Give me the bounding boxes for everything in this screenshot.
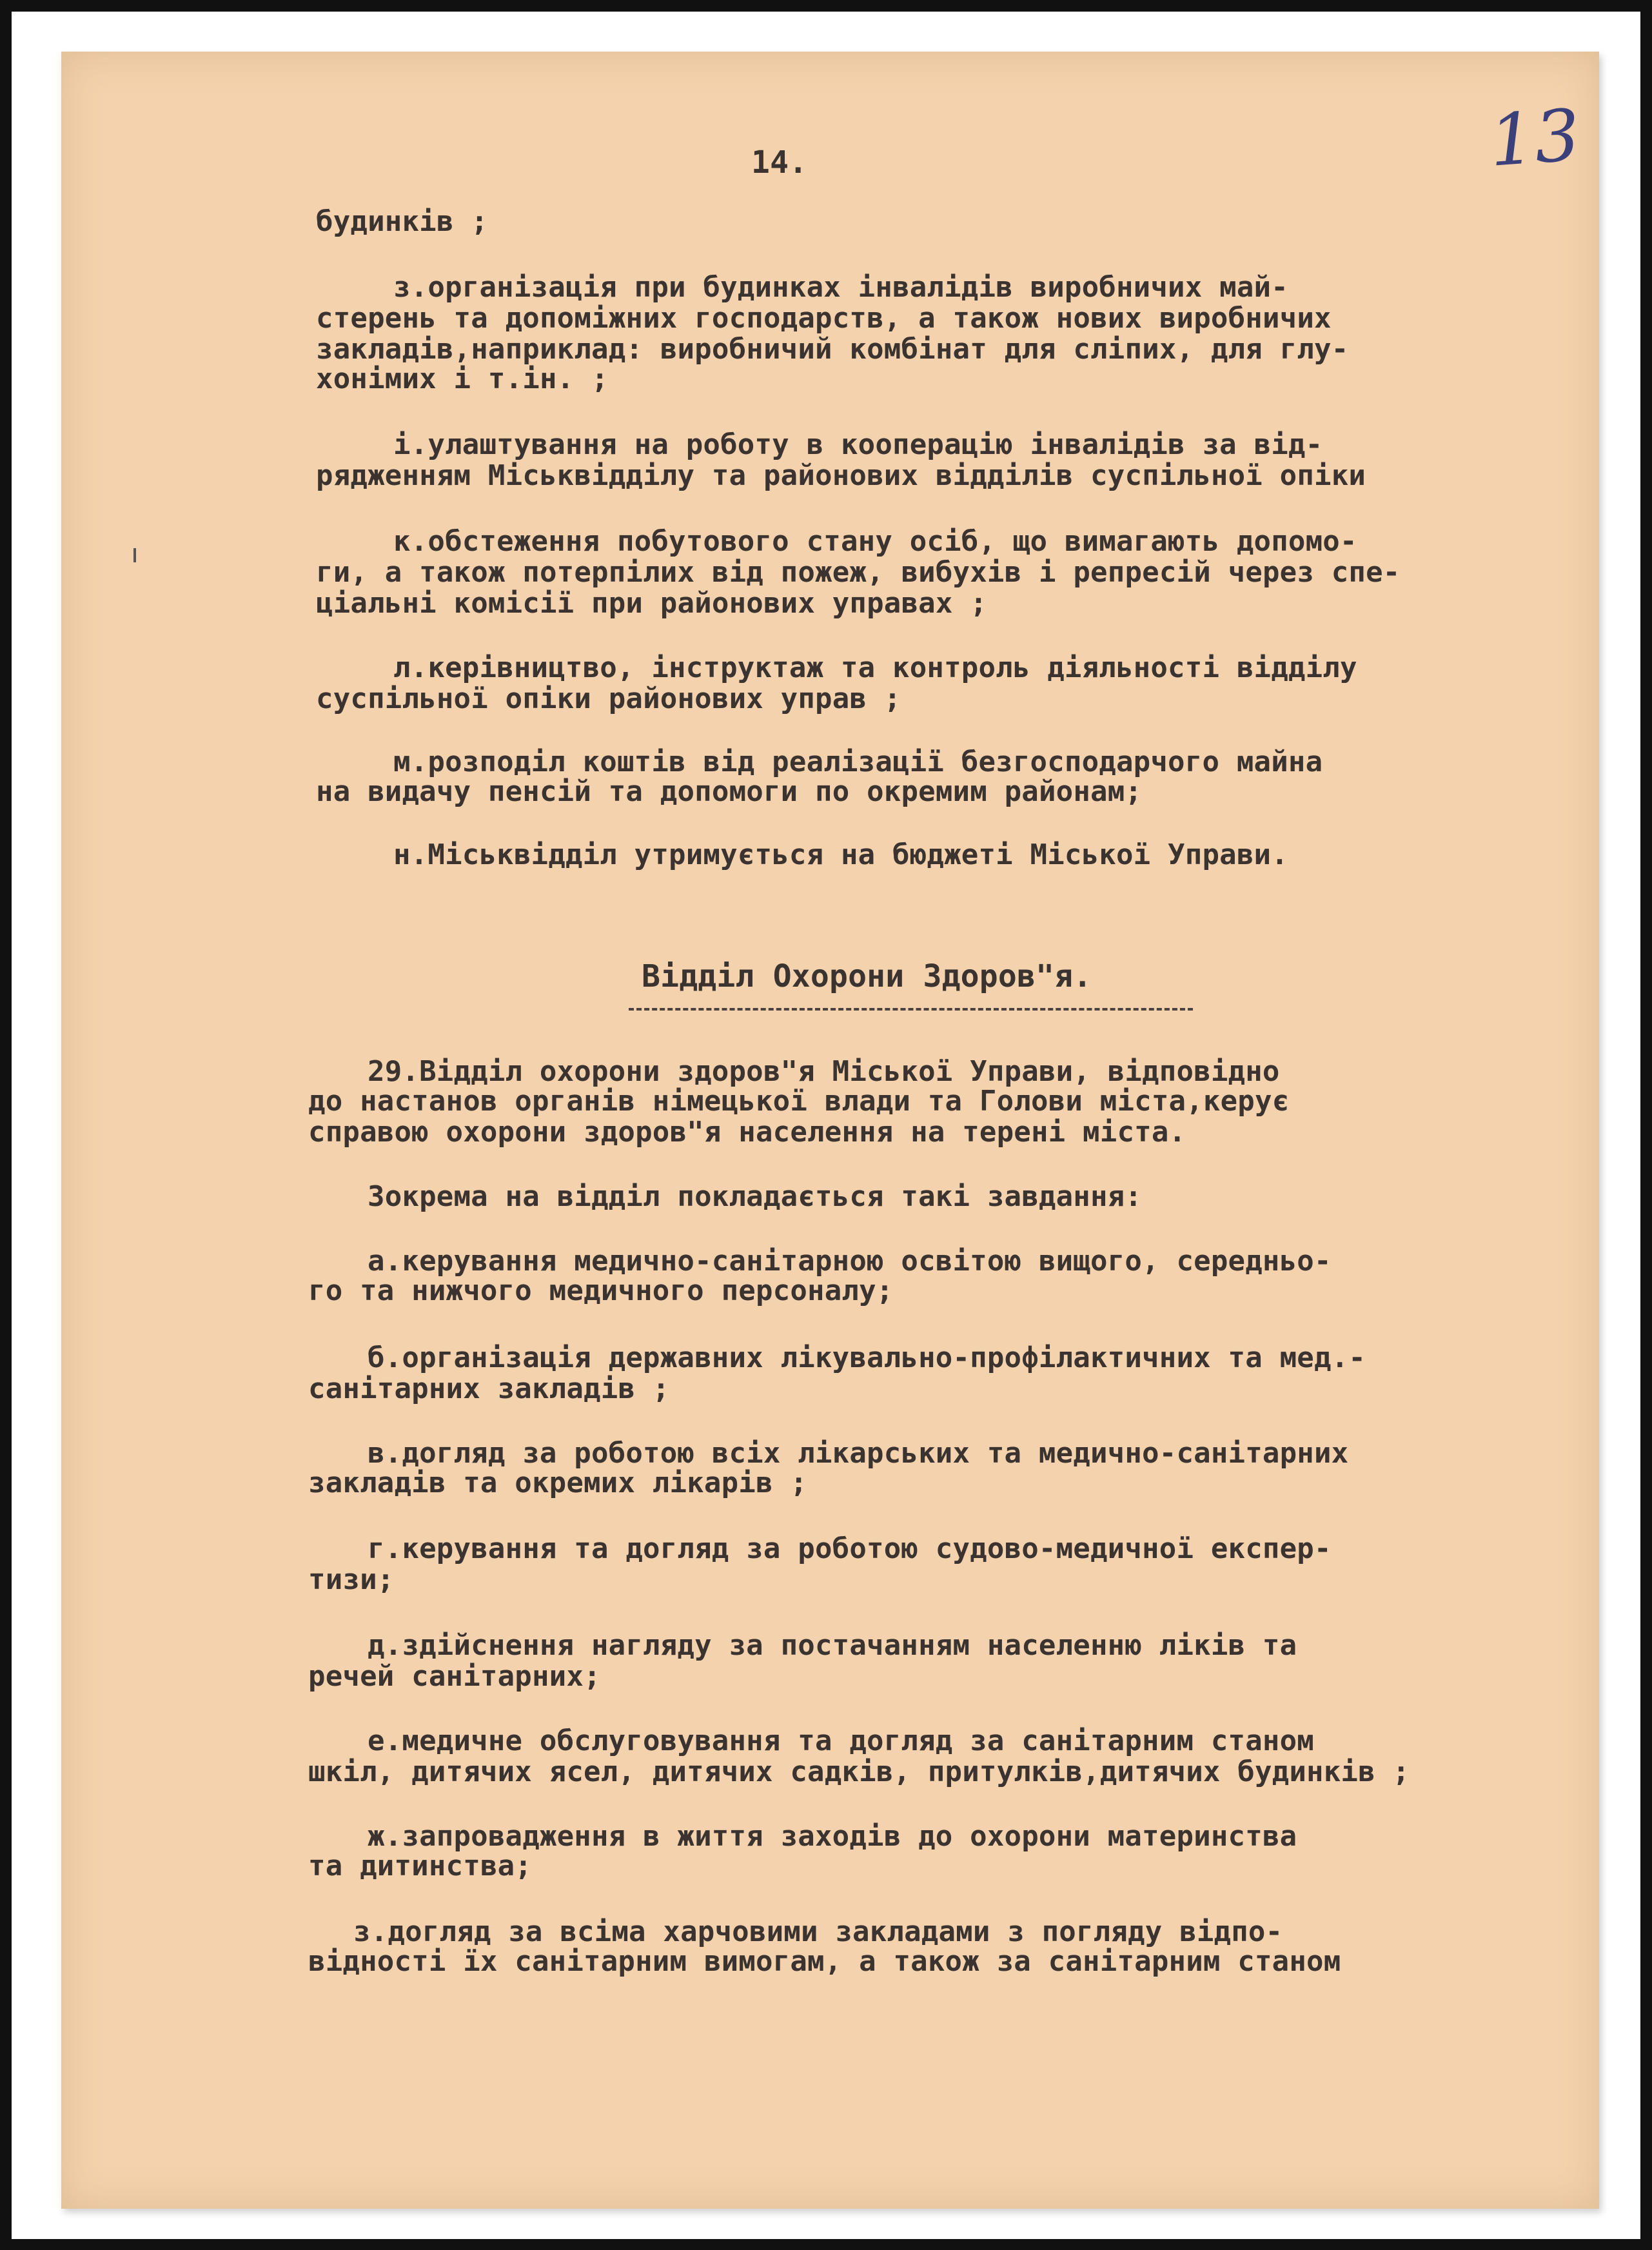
text-line: б.організація державних лікувально-профілактичних та мед.- (368, 1341, 1366, 1374)
text-line: к.обстеження побутового стану осіб, що вимагають допомо- (393, 525, 1357, 558)
text-line: ж.запровадження в життя заходів до охорони материнства (368, 1820, 1297, 1853)
text-line: м.розподіл коштів від реалізації безгосподарчого майна (393, 745, 1323, 778)
text-line: е.медичне обслуговування та догляд за санітарним станом (368, 1724, 1314, 1757)
text-line: л.керівництво, інструктаж та контроль діяльності відділу (393, 651, 1357, 684)
text-line: закладів та окремих лікарів ; (308, 1466, 808, 1499)
text-line: та дитинства; (308, 1850, 532, 1882)
text-line: 29.Відділ охорони здоров"я Міської Управи, відповідно (368, 1055, 1280, 1088)
page-number: 14. (751, 144, 808, 181)
text-line: і.улаштування на роботу в кооперацію інвалідів за від- (393, 428, 1323, 461)
text-line: г.керування та догляд за роботою судово-медичної експер- (368, 1532, 1332, 1565)
text-line: рядженням Міськвідділу та районових відділів суспільної опіки (316, 459, 1366, 492)
text-line: а.керування медично-санітарною освітою вищого, середньо- (368, 1245, 1332, 1278)
text-line: го та нижчого медичного персоналу; (308, 1274, 894, 1307)
text-line: на видачу пенсій та допомоги по окремим районам; (316, 775, 1143, 808)
text-line: стерень та допоміжних господарств, а також нових виробничих (316, 302, 1332, 335)
text-line: з.організація при будинках інвалідів виробничих май- (393, 271, 1288, 304)
text-line: ціальні комісії при районових управах ; (316, 587, 987, 620)
text-line: з.догляд за всіма харчовими закладами з погляду відпо- (353, 1915, 1283, 1948)
text-line: справою охорони здоров"я населення на терені міста. (308, 1116, 1186, 1149)
text-line: хонімих і т.ін. ; (316, 362, 609, 395)
handwritten-folio-number: 13 (1486, 94, 1583, 183)
text-line: тизи; (308, 1563, 395, 1596)
text-line: Зокрема на відділ покладається такі завдання: (368, 1180, 1143, 1213)
text-line: відності їх санітарним вимогам, а також за санітарним станом (308, 1945, 1341, 1978)
text-line: шкіл, дитячих ясел, дитячих садків, притулків,дитячих будинків ; (308, 1755, 1410, 1788)
text-line: будинків ; (316, 205, 488, 238)
text-line: санітарних закладів ; (308, 1372, 670, 1405)
text-line: суспільної опіки районових управ ; (316, 682, 901, 715)
text-line: д.здійснення нагляду за постачанням населенню ліків та (368, 1629, 1297, 1662)
text-line: речей санітарних; (308, 1660, 601, 1693)
text-line: ги, а також потерпілих від пожеж, вибухів і репресій через спе- (316, 556, 1401, 589)
text-line: в.догляд за роботою всіх лікарських та медично-санітарних (368, 1437, 1349, 1470)
heading-underline (629, 1008, 1193, 1011)
section-heading: Відділ Охорони Здоров"я. (642, 958, 1092, 994)
text-line: до настанов органів німецької влади та Голови міста,керує (308, 1085, 1290, 1118)
text-line: н.Міськвідділ утримується на бюджеті Міської Управи. (393, 838, 1288, 871)
text-line: закладів,наприклад: виробничий комбінат для сліпих, для глу- (316, 333, 1349, 366)
